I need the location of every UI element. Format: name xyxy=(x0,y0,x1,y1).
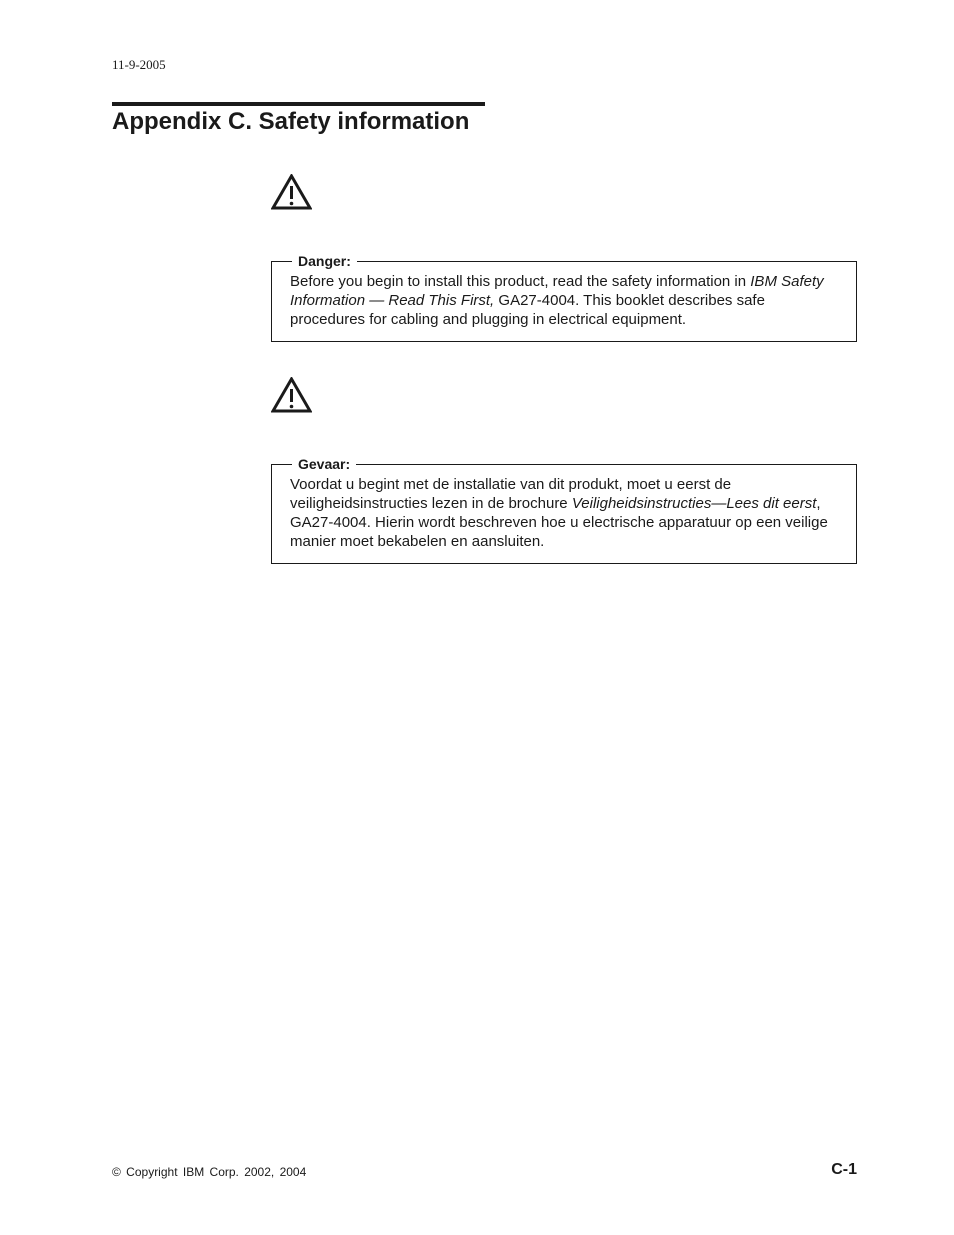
danger-notice xyxy=(271,253,857,342)
danger-text: Before you begin to install this product, read the safety information in IBM Safety Information — Read This First, GA27-4004. This booklet describes safe procedures for cabling and plugging in electrical equipment. xyxy=(290,273,824,328)
danger-label: Danger: xyxy=(292,253,357,269)
page-title: Appendix C. Safety information xyxy=(112,108,470,135)
gevaar-text: Voordat u begint met de installatie van dit produkt, moet u eerst de veiligheidsinstructies lezen in de brochure Veiligheidsinstructies—Lees dit eerst, GA27-4004. Hierin wordt beschreven hoe u electrische apparatuur op een veilige manier moet bekabelen en aansluiten. xyxy=(290,476,828,550)
gevaar-notice xyxy=(271,456,857,564)
date-stamp: 11-9-2005 xyxy=(112,57,166,72)
title-rule xyxy=(112,102,485,106)
warning-triangle-icon xyxy=(271,174,312,210)
page-number: C-1 xyxy=(831,1161,857,1178)
gevaar-label: Gevaar: xyxy=(292,456,356,472)
warning-triangle-icon xyxy=(271,377,312,413)
footer-copyright: © Copyright IBM Corp. 2002, 2004 xyxy=(112,1165,307,1179)
